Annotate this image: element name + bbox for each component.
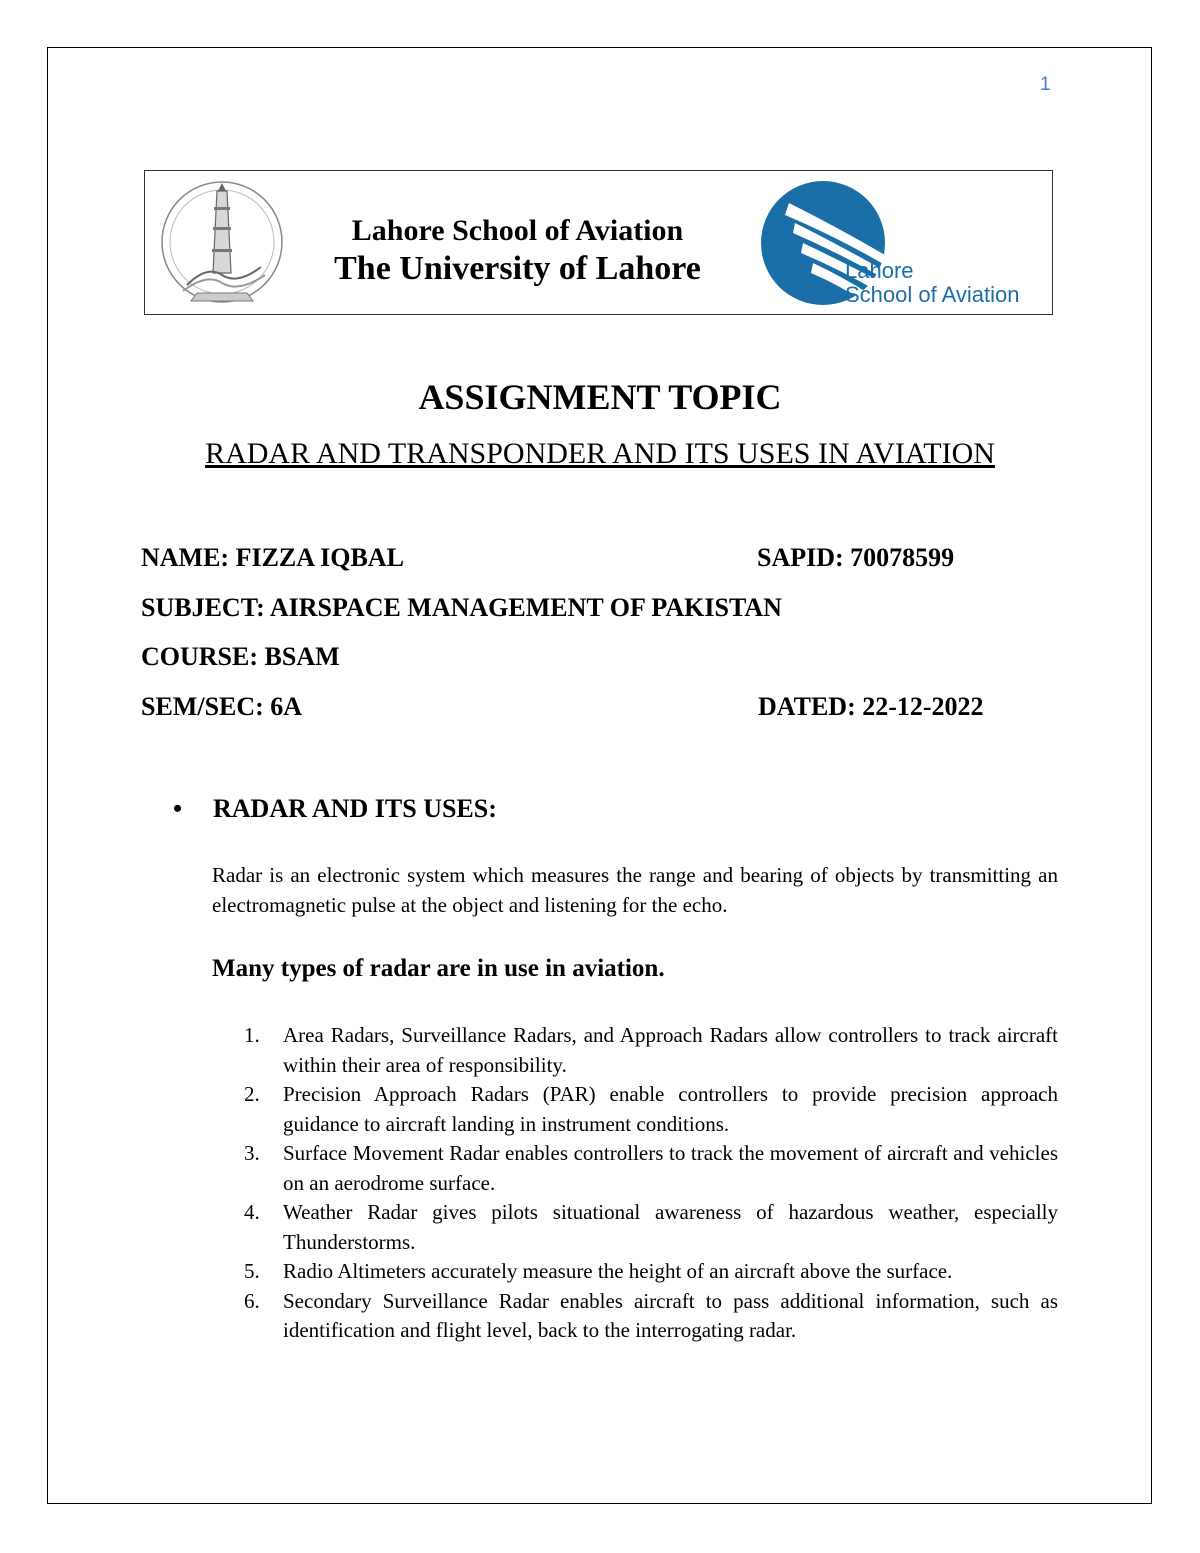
- list-item: [212, 1139, 1058, 1198]
- list-item: [212, 1021, 1058, 1080]
- date: DATED: 22-12-2022: [758, 692, 984, 721]
- sap-id: SAPID: 70078599: [757, 543, 955, 572]
- assignment-heading: ASSIGNMENT TOPIC: [418, 377, 782, 417]
- section-heading-text: RADAR AND ITS USES:: [213, 794, 497, 823]
- school-name: Lahore School of Aviation: [351, 214, 684, 247]
- list-item: [212, 1257, 1058, 1287]
- list-number: 6.: [244, 1288, 260, 1313]
- university-name: The University of Lahore: [334, 250, 701, 287]
- list-item-text: Weather Radar gives pilots situational awareness of hazardous weather, especially Thunderstorms.: [283, 1200, 1058, 1254]
- list-item: [212, 1198, 1058, 1257]
- page-number: 1: [1040, 74, 1051, 95]
- list-number: 4.: [244, 1200, 260, 1224]
- types-heading: Many types of radar are in use in aviation.: [212, 955, 665, 982]
- list-number: 2.: [244, 1082, 260, 1106]
- radar-types-list: [212, 1021, 1058, 1346]
- list-number: 3.: [244, 1141, 260, 1165]
- aviation-logo-wordmark: [845, 259, 1055, 307]
- course: COURSE: BSAM: [141, 642, 340, 671]
- logo-line-lahore: Lahore: [845, 258, 914, 283]
- list-item-text: Area Radars, Surveillance Radars, and Approach Radars allow controllers to track aircraft within their area of responsibility.: [283, 1023, 1058, 1077]
- student-name: NAME: FIZZA IQBAL: [141, 543, 404, 572]
- list-item: [212, 1287, 1058, 1346]
- list-item-text: Radio Altimeters accurately measure the height of an aircraft above the surface.: [283, 1259, 953, 1283]
- list-number: 1.: [244, 1023, 260, 1047]
- assignment-topic: RADAR AND TRANSPONDER AND ITS USES IN AVIATION: [205, 437, 995, 470]
- radar-definition: Radar is an electronic system which measures the range and bearing of objects by transmitting an electromagnetic pulse at the object and listening for the echo.: [212, 863, 1058, 917]
- list-item: [212, 1080, 1058, 1139]
- logo-line-school: School of Aviation: [845, 282, 1020, 307]
- list-item-text: Secondary Surveillance Radar enables aircraft to pass additional information, such as identification and flight level, back to the interrogating radar.: [283, 1288, 1058, 1342]
- bullet-dot: •: [173, 794, 183, 823]
- section-heading: [173, 794, 497, 824]
- semester-section: SEM/SEC: 6A: [141, 692, 303, 721]
- institution-banner: [144, 170, 1053, 315]
- list-number: 5.: [244, 1259, 260, 1283]
- minar-seal-logo: [157, 177, 287, 307]
- list-item-text: Precision Approach Radars (PAR) enable controllers to provide precision approach guidance to aircraft landing in instrument conditions.: [283, 1082, 1058, 1136]
- list-item-text: Surface Movement Radar enables controllers to track the movement of aircraft and vehicles on an aerodrome surface.: [283, 1141, 1058, 1195]
- subject: SUBJECT: AIRSPACE MANAGEMENT OF PAKISTAN: [141, 593, 782, 622]
